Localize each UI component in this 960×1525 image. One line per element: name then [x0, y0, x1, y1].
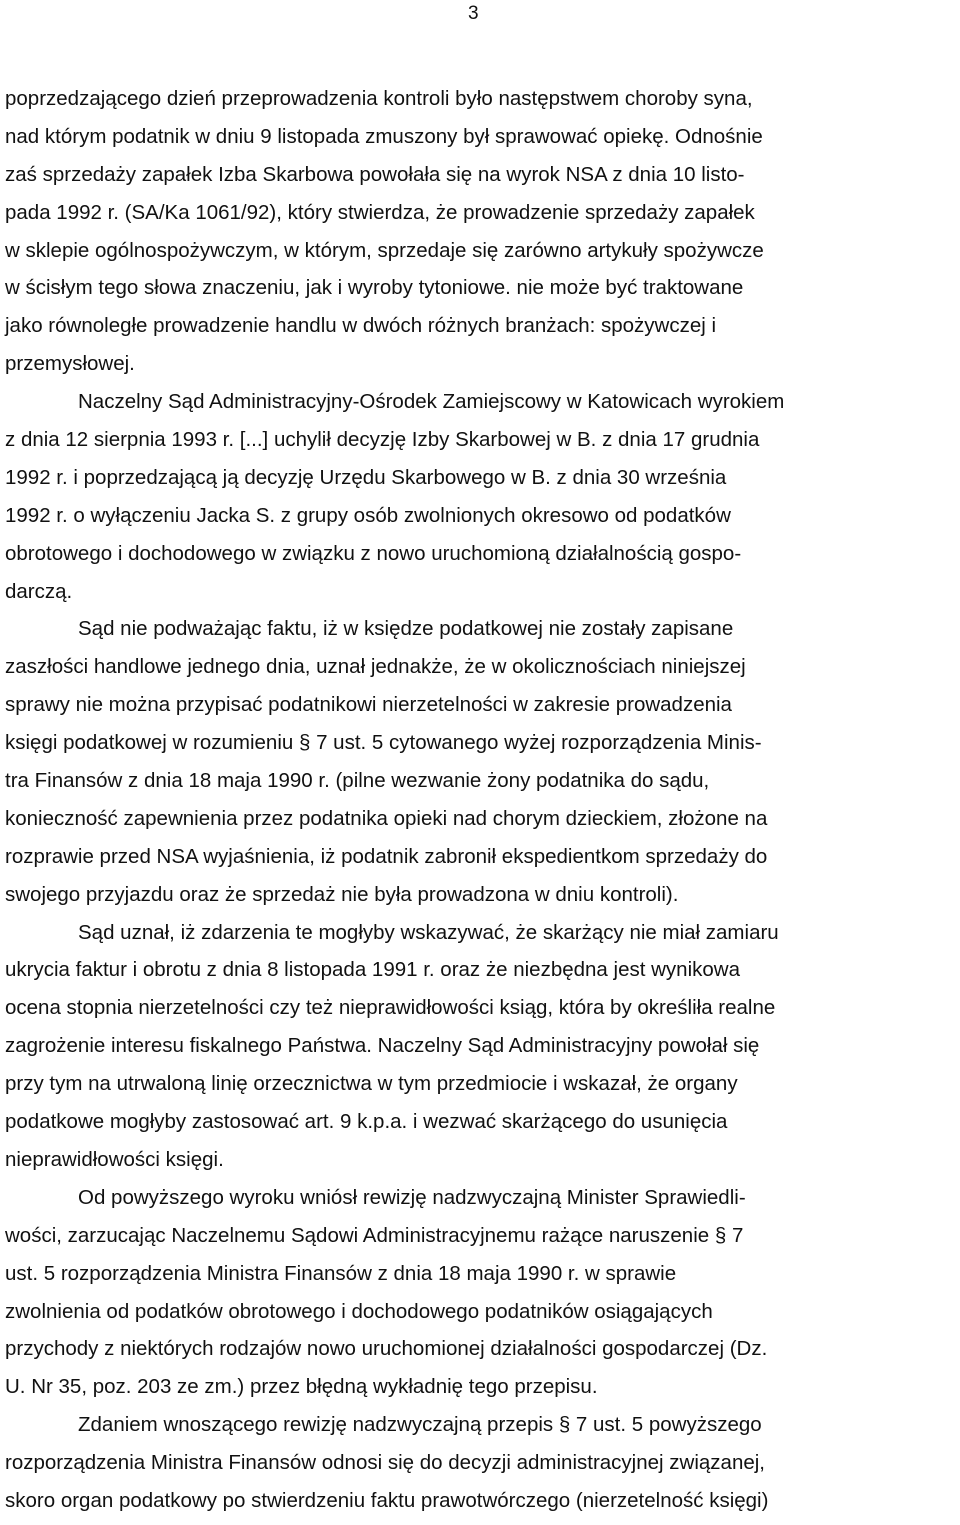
text-line: przy tym na utrwaloną linię orzecznictwa w tym przedmiocie i wskazał, że organy [5, 1072, 738, 1096]
text-line: księgi podatkowej w rozumieniu § 7 ust. 5 cytowanego wyżej rozporządzenia Minis- [5, 731, 762, 755]
text-line: poprzedzającego dzień przeprowadzenia kontroli było następstwem choroby syna, [5, 87, 753, 110]
text-line: Zdaniem wnoszącego rewizję nadzwyczajną przepis § 7 ust. 5 powyższego [78, 1413, 762, 1437]
text-line: 1992 r. o wyłączeniu Jacka S. z grupy osób zwolnionych okresowo od podatków [5, 503, 731, 527]
text-line: zwolnienia od podatków obrotowego i dochodowego podatników osiągających [5, 1299, 713, 1323]
paragraph [5, 80, 955, 383]
text-line: sprawy nie można przypisać podatnikowi nierzetelności w zakresie prowadzenia [5, 693, 732, 717]
text-line: U. Nr 35, poz. 203 ze zm.) przez błędną wykładnię tego przepisu. [5, 1375, 598, 1399]
text-line: swojego przyjazdu oraz że sprzedaż nie była prowadzona w dniu kontroli). [5, 882, 679, 906]
text-line: nad którym podatnik w dniu 9 listopada zmuszony był sprawować opiekę. Odnośnie [5, 124, 763, 148]
text-line: nieprawidłowości księgi. [5, 1147, 224, 1171]
text-line: wości, zarzucając Naczelnemu Sądowi Administracyjnemu rażące naruszenie § 7 [5, 1223, 744, 1247]
text-line: skoro organ podatkowy po stwierdzeniu faktu prawotwórczego (nierzetelność księgi) [5, 1488, 769, 1512]
text-line: darczą. [5, 579, 73, 603]
paragraph [5, 383, 955, 610]
paragraph [5, 914, 955, 1179]
text-line: obrotowego i dochodowego w związku z nowo uruchomioną działalnością gospo- [5, 541, 742, 565]
paragraph [5, 610, 955, 913]
text-line: rozprawie przed NSA wyjaśnienia, iż podatnik zabronił ekspedientkom sprzedaży do [5, 844, 768, 868]
text-line: rozporządzenia Ministra Finansów odnosi się do decyzji administracyjnej związanej, [5, 1451, 765, 1475]
text-line: zagrożenie interesu fiskalnego Państwa. Naczelny Sąd Administracyjny powołał się [5, 1034, 760, 1058]
text-line: przemysłowej. [5, 352, 135, 376]
paragraph [5, 1179, 955, 1406]
paragraph [5, 1406, 955, 1520]
text-line: Sąd nie podważając faktu, iż w księdze podatkowej nie zostały zapisane [78, 617, 734, 641]
text-line: w sklepie ogólnospożywczym, w którym, sprzedaje się zarówno artykuły spożywcze [5, 238, 764, 262]
text-line: 1992 r. i poprzedzającą ją decyzję Urzędu Skarbowego w B. z dnia 30 września [5, 465, 727, 489]
text-line: Sąd uznał, iż zdarzenia te mogłyby wskazywać, że skarżący nie miał zamiaru [78, 920, 779, 944]
text-line: w ścisłym tego słowa znaczeniu, jak i wyroby tytoniowe. nie może być traktowane [5, 276, 744, 300]
page-number: 3 [468, 3, 479, 24]
text-line: zaś sprzedaży zapałek Izba Skarbowa powołała się na wyrok NSA z dnia 10 listo- [5, 162, 745, 186]
text-line: jako równoległe prowadzenie handlu w dwóch różnych branżach: spożywczej i [5, 314, 717, 338]
text-line: podatkowe mogłyby zastosować art. 9 k.p.a. i wezwać skarżącego do usunięcia [5, 1110, 728, 1134]
text-line: ukrycia faktur i obrotu z dnia 8 listopada 1991 r. oraz że niezbędna jest wynikowa [5, 958, 740, 982]
text-line: Od powyższego wyroku wniósł rewizję nadzwyczajną Minister Sprawiedli- [78, 1185, 746, 1209]
text-line: zaszłości handlowe jednego dnia, uznał jednakże, że w okolicznościach niniejszej [5, 655, 746, 679]
text-line: ocena stopnia nierzetelności czy też nieprawidłowości ksiąg, która by określiła realne [5, 996, 776, 1020]
text-line: przychody z niektórych rodzajów nowo uruchomionej działalności gospodarczej (Dz. [5, 1337, 768, 1361]
text-line: ust. 5 rozporządzenia Ministra Finansów z dnia 18 maja 1990 r. w sprawie [5, 1261, 677, 1285]
text-line: z dnia 12 sierpnia 1993 r. [...] uchylił decyzję Izby Skarbowej w B. z dnia 17 grudnia [5, 428, 760, 452]
text-line: pada 1992 r. (SA/Ka 1061/92), który stwierdza, że prowadzenie sprzedaży zapałek [5, 200, 755, 224]
text-line: tra Finansów z dnia 18 maja 1990 r. (pilne wezwanie żony podatnika do sądu, [5, 769, 710, 793]
text-line: Naczelny Sąd Administracyjny-Ośrodek Zamiejscowy w Katowicach wyrokiem [78, 390, 785, 414]
text-line: konieczność zapewnienia przez podatnika opieki nad chorym dzieckiem, złożone na [5, 806, 768, 830]
document-body [5, 80, 955, 1520]
